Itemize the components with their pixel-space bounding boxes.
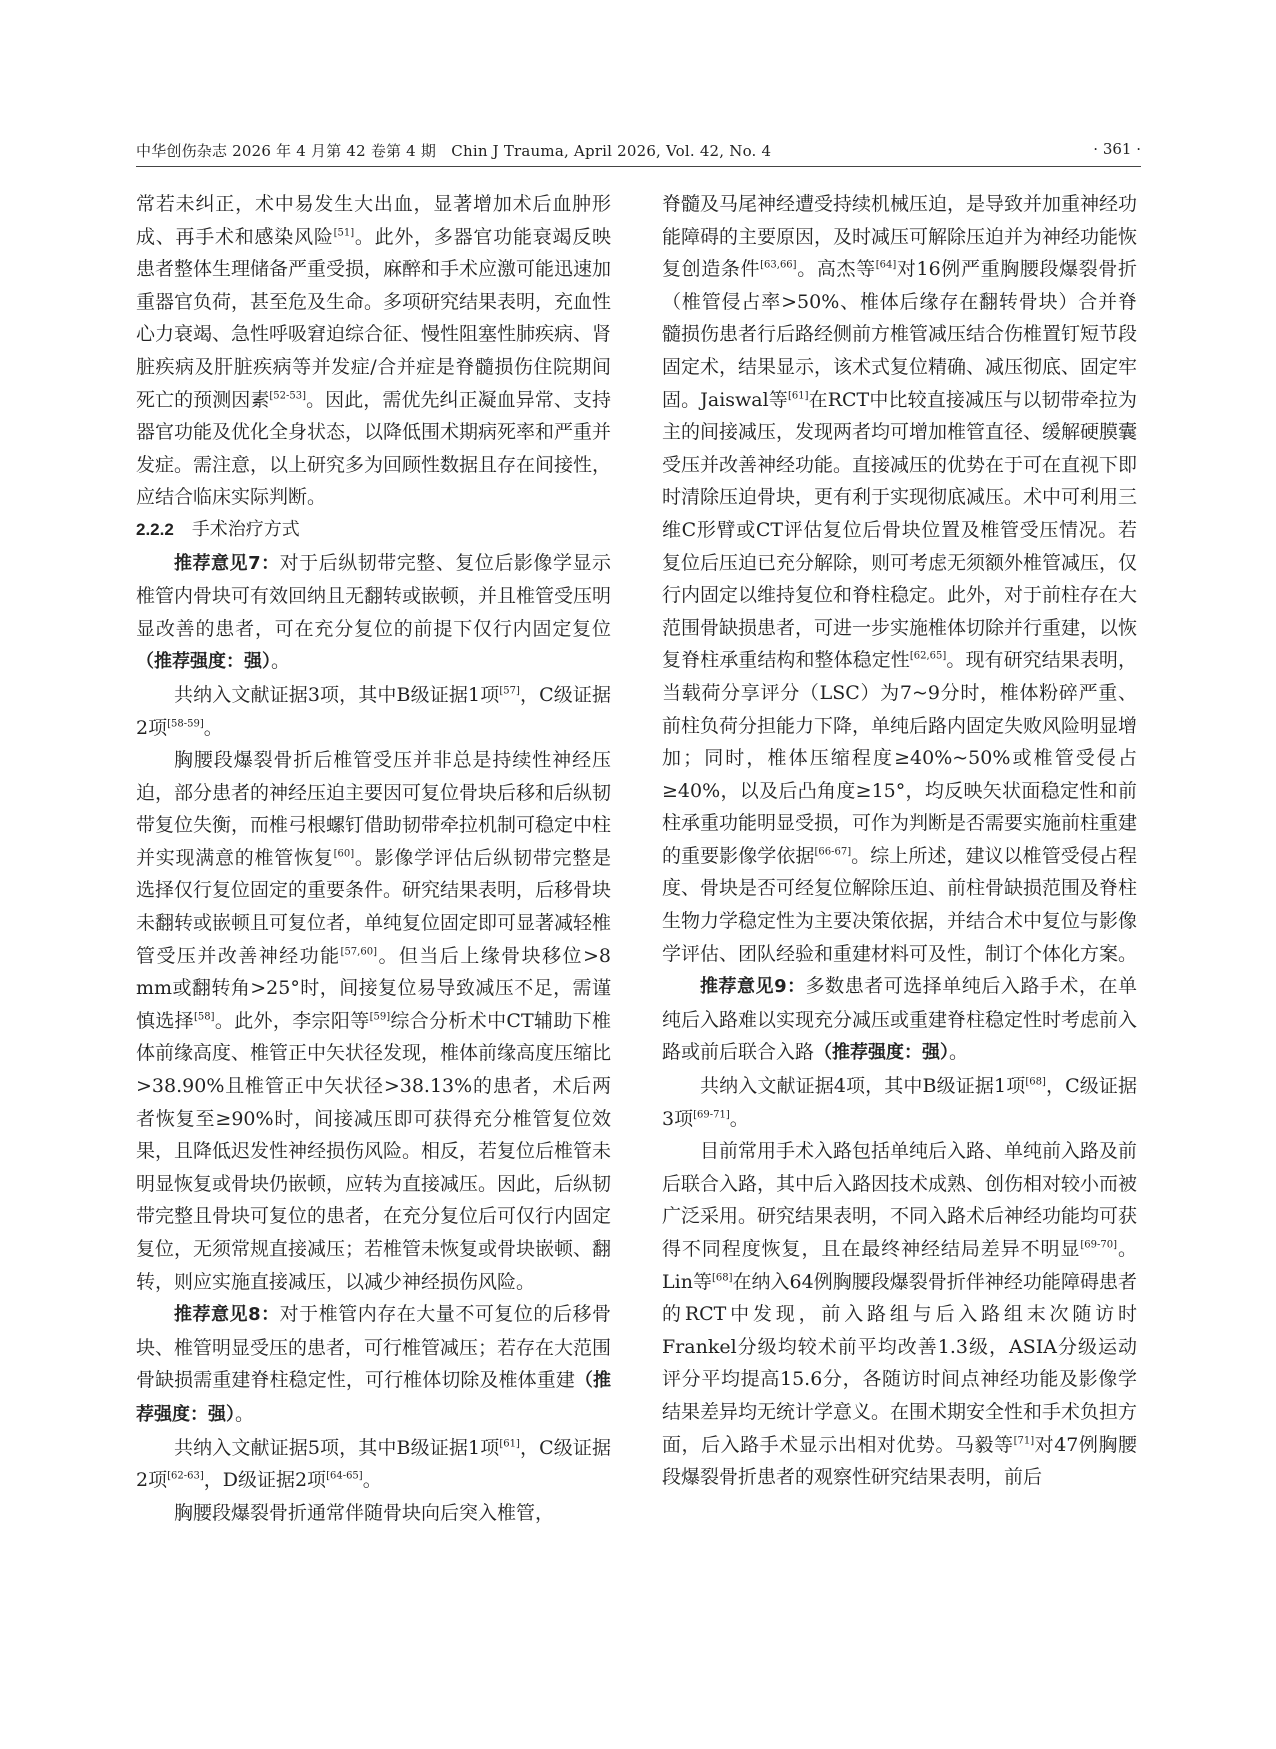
citation-ref: [52-53] — [269, 390, 307, 402]
text-run: 。因此，需优先纠正凝血异常、支持器官功能及优化全身状态，以降低围术期病死率和严重并发症。需注意，以上研究多为回顾性数据且存在间接性，应结合临床实际判断。 — [136, 388, 612, 509]
citation-ref: [61] — [499, 1438, 520, 1450]
left-column — [136, 188, 611, 1529]
citation-ref: [61] — [787, 390, 809, 402]
text-run: 。 — [235, 1402, 255, 1425]
paragraph — [136, 744, 611, 1298]
evidence-summary — [136, 679, 611, 744]
text-run: 。此外，多器官功能衰竭反映患者整体生理储备严重受损，麻醉和手术应激可能迅速加重器官负荷，甚至危及生命。多项研究结果表明，充血性心力衰竭、急性呼吸窘迫综合征、慢性阻塞性肺疾病、肾脏疾病及肝脏疾病等并发症/合并症是脊髓损伤住院期间死亡的预测因素 — [136, 225, 612, 411]
text-run: 。 — [203, 716, 223, 739]
citation-ref: [68] — [1025, 1076, 1046, 1088]
journal-citation: 中华创伤杂志 2026 年 4 月第 42 卷第 4 期 Chin J Trauma, April 2026, Vol. 42, No. 4 — [136, 142, 772, 160]
citation-ref: [63,66] — [760, 259, 797, 271]
citation-ref: [64] — [875, 259, 897, 271]
paragraph — [136, 188, 611, 514]
text-run: ，D级证据2项 — [203, 1469, 327, 1492]
text-run: 。 — [271, 650, 291, 673]
citation-ref: [62-63] — [167, 1470, 204, 1482]
right-column — [662, 188, 1137, 1494]
citation-ref: [68] — [711, 1272, 733, 1284]
text-run: 。但当后上缘骨块移位>8 mm或翻转角>25°时，间接复位易导致减压不足，需谨慎选择 — [136, 944, 611, 1032]
citation-ref: [60] — [333, 848, 355, 860]
recommendation-7 — [136, 547, 611, 679]
text-run: 。此外，李宗阳等 — [214, 1009, 370, 1032]
text-run: ，C级证据2项 — [136, 683, 612, 739]
citation-ref: [69-70] — [1080, 1239, 1118, 1251]
citation-ref: [58] — [194, 1011, 215, 1023]
text-run: 在纳入64例胸腰段爆裂骨折伴神经功能障碍患者的RCT中发现，前入路组与后入路组末次随访时Frankel分级均较术前平均改善1.3级，ASIA分级运动评分平均提高15.6分，各随访时间点神经功能及影像学结果差异均无统计学意义。在围术期安全性和手术负担方面，后入路手术显示出相对优势。马毅等 — [662, 1270, 1138, 1456]
text-run: 共纳入文献证据4项，其中B级证据1项 — [700, 1075, 1026, 1098]
text-run: 。 — [362, 1469, 382, 1492]
text-run: 。影像学评估后纵韧带完整是选择仅行复位固定的重要条件。研究结果表明，后移骨块未翻转或嵌顿且可复位者，单纯复位固定即可显著减轻椎管受压并改善神经功能 — [136, 846, 612, 967]
paragraph — [136, 1497, 611, 1530]
text-run: 。Lin等 — [662, 1238, 1137, 1293]
text-run: 。高杰等 — [796, 258, 876, 281]
section-number: 2.2.2 — [136, 519, 174, 539]
paragraph — [662, 188, 1137, 970]
citation-ref: [62,65] — [909, 650, 947, 662]
citation-ref: [57,60] — [340, 946, 377, 958]
text-run: 目前常用手术入路包括单纯后入路、单纯前入路及前后联合入路，其中后入路因技术成熟、创伤相对较小而被广泛采用。研究结果表明，不同入路术后神经功能均可获得不同程度恢复，且在最终神经结局差异不明显 — [662, 1140, 1138, 1260]
text-run: 胸腰段爆裂骨折后椎管受压并非总是持续性神经压迫，部分患者的神经压迫主要因可复位骨块后移和后纵韧带复位失衡，而椎弓根螺钉借助韧带牵拉机制可稳定中柱并实现满意的椎管恢复 — [136, 749, 612, 869]
bold-label: 推荐意见9： — [700, 976, 806, 998]
page-number: · 361 · — [1093, 140, 1141, 158]
text-run: 脊髓及马尾神经遭受持续机械压迫，是导致并加重神经功能障碍的主要原因，及时减压可解除压迫并为神经功能恢复创造条件 — [662, 193, 1138, 281]
text-run: 常若未纠正，术中易发生大出血，显著增加术后血肿形成、再手术和感染风险 — [136, 193, 611, 248]
bold-label: 推荐意见8： — [174, 1304, 280, 1326]
paragraph — [662, 1135, 1137, 1494]
citation-ref: [71] — [1013, 1435, 1035, 1447]
citation-ref: [58-59] — [167, 718, 204, 730]
bold-label: （推荐强度：强） — [136, 651, 271, 673]
text-run: 。综上所述，建议以椎管受侵占程度、骨块是否可经复位解除压迫、前柱骨缺损范围及脊柱生物力学稳定性为主要决策依据，并结合术中复位与影像学评估、团队经验和重建材料可及性，制订个体化方案。 — [662, 844, 1138, 965]
bold-label: （推荐强度：强） — [136, 1370, 611, 1425]
citation-ref: [64-65] — [326, 1470, 363, 1482]
text-run: ，C级证据2项 — [136, 1436, 612, 1492]
section-title: 手术治疗方式 — [191, 518, 300, 540]
text-run: 在RCT中比较直接减压与以韧带牵拉为主的间接减压，发现两者均可增加椎管直径、缓解硬膜囊受压并改善神经功能。直接减压的优势在于可在直视下即时清除压迫骨块，更有利于实现彻底减压。术中可利用三维C形臂或CT评估复位后骨块位置及椎管受压情况。若复位后压迫已充分解除，则可考虑无须额外椎管减压，仅行内固定以维持复位和脊柱稳定。此外，对于前柱存在大范围骨缺损患者，可进一步实施椎体切除并行重建，以恢复脊柱承重结构和整体稳定性 — [662, 388, 1138, 672]
text-run: 共纳入文献证据5项，其中B级证据1项 — [174, 1436, 500, 1459]
citation-ref: [57] — [499, 685, 520, 697]
evidence-summary — [136, 1432, 611, 1497]
text-run: 。 — [729, 1107, 749, 1130]
bold-label: 推荐意见7： — [174, 552, 280, 574]
text-run: 对47例胸腰段爆裂骨折患者的观察性研究结果表明，前后 — [662, 1433, 1137, 1489]
text-run: 对于后纵韧带完整、复位后影像学显示椎管内骨块可有效回纳且无翻转或嵌顿，并且椎管受压明显改善的患者，可在充分复位的前提下仅行内固定复位 — [136, 551, 612, 640]
citation-ref: [69-71] — [693, 1109, 730, 1121]
text-run: 综合分析术中CT辅助下椎体前缘高度、椎管正中矢状径发现，椎体前缘高度压缩比>38.90%且椎管正中矢状径>38.13%的患者，术后两者恢复至≥90%时，间接减压即可获得充分椎管复位效果，且降低迟发性神经损伤风险。相反，若复位后椎管未明显恢复或骨块仍嵌顿，应转为直接减压。因此，后纵韧带完整且骨块可复位的患者，在充分复位后可仅行内固定复位，无须常规直接减压；若椎管未恢复或骨块嵌顿、翻转，则应实施直接减压，以减少神经损伤风险。 — [136, 1009, 612, 1293]
citation-ref: [59] — [369, 1011, 391, 1023]
citation-ref: [66-67] — [814, 846, 852, 858]
recommendation-9 — [662, 970, 1137, 1070]
recommendation-8 — [136, 1298, 611, 1431]
running-header — [136, 138, 1141, 167]
text-run: 共纳入文献证据3项，其中B级证据1项 — [174, 683, 500, 706]
text-run: 胸腰段爆裂骨折通常伴随骨块向后突入椎管， — [174, 1501, 555, 1524]
text-run: ，C级证据3项 — [662, 1075, 1138, 1130]
text-run: 多数患者可选择单纯后入路手术，在单纯后入路难以实现充分减压或重建脊柱稳定性时考虑前入路或前后联合入路 — [662, 975, 1138, 1064]
evidence-summary — [662, 1070, 1137, 1135]
text-run: 对于椎管内存在大量不可复位的后移骨块、椎管明显受压的患者，可行椎管减压；若存在大范围骨缺损需重建脊柱稳定性，可行椎体切除及椎体重建 — [136, 1303, 612, 1392]
text-run: 对16例严重胸腰段爆裂骨折（椎管侵占率>50%、椎体后缘存在翻转骨块）合并脊髓损伤患者行后路经侧前方椎管减压结合伤椎置钉短节段固定术，结果显示，该术式复位精确、减压彻底、固定牢固。Jaiswal等 — [662, 258, 1138, 411]
section-heading — [136, 514, 611, 547]
text-run: 。现有研究结果表明，当载荷分享评分（LSC）为7~9分时，椎体粉碎严重、前柱负荷分担能力下降，单纯后路内固定失败风险明显增加；同时，椎体压缩程度≥40%~50%或椎管受侵占≥40%，以及后凸角度≥15°，均反映矢状面稳定性和前柱承重功能明显受损，可作为判断是否需要实施前柱重建的重要影像学依据 — [662, 649, 1138, 867]
bold-label: （推荐强度：强） — [814, 1042, 950, 1064]
text-run: 。 — [949, 1041, 969, 1064]
citation-ref: [51] — [333, 227, 355, 239]
